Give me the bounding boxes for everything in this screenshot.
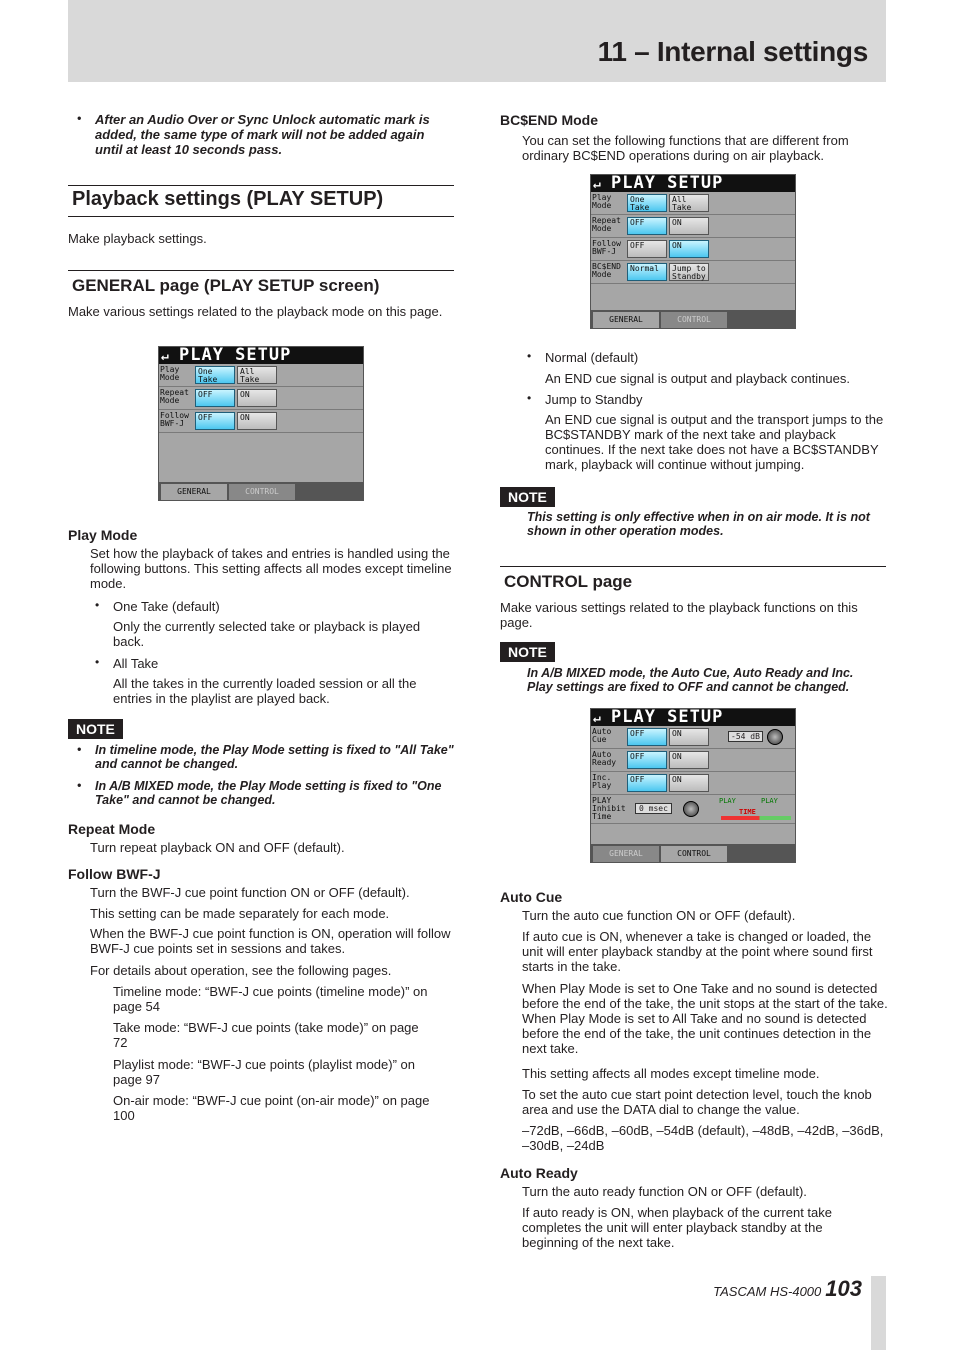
bcend-note: This setting is only effective when in on air mode. It is not shown in other operation modes. bbox=[527, 510, 870, 538]
page-footer bbox=[713, 1276, 862, 1302]
follow-p1: Turn the BWF-J cue point function ON or OFF (default). bbox=[90, 885, 410, 900]
bcend-opt1: • Normal (default) bbox=[545, 350, 638, 365]
note-label-1: NOTE bbox=[68, 719, 123, 739]
tab-general[interactable]: GENERAL bbox=[593, 846, 659, 862]
follow-ref-3: Playlist mode: “BWF-J cue points (playlist mode)” on page 97 bbox=[113, 1057, 415, 1087]
btn-all-take[interactable]: All Take bbox=[237, 366, 277, 384]
screen-title-bar bbox=[159, 347, 363, 364]
general-screen bbox=[158, 346, 364, 501]
screen-tabs bbox=[591, 844, 795, 862]
chapter-title: 11 – Internal settings bbox=[597, 36, 868, 67]
screen-row-follow bbox=[591, 238, 795, 261]
tab-control[interactable]: CONTROL bbox=[229, 484, 295, 500]
inhibit-knob-icon[interactable] bbox=[683, 801, 699, 817]
screen-title-bar bbox=[591, 175, 795, 192]
inhibit-value-display: 0 msec bbox=[635, 803, 672, 814]
label-follow: Follow BWF-J bbox=[592, 239, 621, 256]
btn-repeat-off[interactable]: OFF bbox=[627, 217, 667, 235]
screen-title: PLAY SETUP bbox=[179, 345, 292, 365]
screen-title: PLAY SETUP bbox=[611, 707, 724, 727]
btn-follow-on[interactable]: ON bbox=[669, 240, 709, 258]
btn-one-take[interactable]: One Take bbox=[627, 194, 667, 212]
play-mode-opt2: • All Take bbox=[113, 656, 158, 671]
label-bcend: BC$END Mode bbox=[592, 262, 621, 279]
note-label-2: NOTE bbox=[500, 487, 555, 507]
bcend-desc: You can set the following functions that are different from ordinary BC$END operations during on air playback. bbox=[522, 133, 849, 163]
note-2: • In A/B MIXED mode, the Play Mode setting is fixed to "One Take" and cannot be changed. bbox=[95, 779, 455, 807]
label-follow: Follow BWF-J bbox=[160, 411, 189, 428]
bcend-opt2-desc: An END cue signal is output and the transport jumps to the BC$STANDBY mark of the next take and playback continues. If the next take does not have a BC$STANDBY mark, playback will continue without jumping. bbox=[545, 412, 884, 472]
control-intro: Make various settings related to the playback functions on this page. bbox=[500, 600, 858, 630]
auto-ready-p1: Turn the auto ready function ON or OFF (default). bbox=[522, 1184, 807, 1199]
repeat-title: Repeat Mode bbox=[68, 821, 156, 837]
screen-row-bcend bbox=[591, 261, 795, 284]
repeat-desc: Turn repeat playback ON and OFF (default). bbox=[90, 840, 345, 855]
btn-auto-ready-on[interactable]: ON bbox=[669, 751, 709, 769]
tab-general[interactable]: GENERAL bbox=[593, 312, 659, 328]
note-label-3: NOTE bbox=[500, 642, 555, 662]
screen-row-inc-play bbox=[591, 772, 795, 795]
footer-tab bbox=[871, 1276, 886, 1350]
bcend-screen bbox=[590, 174, 796, 329]
screen-row-inhibit bbox=[591, 795, 795, 824]
btn-auto-ready-off[interactable]: OFF bbox=[627, 751, 667, 769]
btn-repeat-on[interactable]: ON bbox=[669, 217, 709, 235]
control-screen bbox=[590, 708, 796, 863]
screen-row-auto-ready bbox=[591, 749, 795, 772]
screen-title-bar bbox=[591, 709, 795, 726]
screen-title: PLAY SETUP bbox=[611, 173, 724, 193]
btn-auto-cue-off[interactable]: OFF bbox=[627, 728, 667, 746]
auto-cue-p3: When Play Mode is set to One Take and no sound is detected before the end of the take, the unit stops at the start of the take. When Play Mode is set to All Take and no sound is detected before the end of the take, the unit continues detection in the next take. bbox=[522, 981, 888, 1056]
btn-jump-standby[interactable]: Jump to Standby bbox=[669, 263, 709, 281]
btn-repeat-on[interactable]: ON bbox=[237, 389, 277, 407]
btn-all-take[interactable]: All Take bbox=[669, 194, 709, 212]
tab-control[interactable]: CONTROL bbox=[661, 846, 727, 862]
follow-ref-1: Timeline mode: “BWF-J cue points (timeline mode)” on page 54 bbox=[113, 984, 428, 1014]
screen-row-repeat bbox=[159, 387, 363, 410]
play-mode-opt2-desc: All the takes in the currently loaded session or all the entries in the playlist are played back. bbox=[113, 676, 417, 706]
auto-cue-p4: This setting affects all modes except timeline mode. bbox=[522, 1066, 820, 1081]
btn-one-take[interactable]: One Take bbox=[195, 366, 235, 384]
auto-cue-title: Auto Cue bbox=[500, 889, 563, 905]
footer-product: TASCAM HS-4000 bbox=[713, 1284, 822, 1299]
label-play-mode: Play Mode bbox=[160, 365, 180, 382]
auto-ready-title: Auto Ready bbox=[500, 1165, 578, 1181]
general-intro: Make various settings related to the playback mode on this page. bbox=[68, 304, 443, 319]
time-label: TIME bbox=[739, 808, 756, 816]
tab-general[interactable]: GENERAL bbox=[161, 484, 227, 500]
auto-ready-p2: If auto ready is ON, when playback of the current take completes the unit will enter playback standby at the beginning of the next take. bbox=[522, 1205, 832, 1250]
btn-repeat-off[interactable]: OFF bbox=[195, 389, 235, 407]
auto-cue-p5: To set the auto cue start point detection level, touch the knob area and use the DATA dial to change the value. bbox=[522, 1087, 872, 1117]
note-1: • In timeline mode, the Play Mode setting is fixed to "All Take" and cannot be changed. bbox=[95, 743, 455, 771]
control-note: In A/B MIXED mode, the Auto Cue, Auto Ready and Inc. Play settings are fixed to OFF and cannot be changed. bbox=[527, 666, 854, 694]
btn-follow-off[interactable]: OFF bbox=[627, 240, 667, 258]
btn-inc-play-on[interactable]: ON bbox=[669, 774, 709, 792]
play-marker-1: PLAY bbox=[719, 797, 736, 805]
section-title: Playback settings (PLAY SETUP) bbox=[68, 185, 454, 217]
timeline-bar bbox=[721, 816, 791, 820]
btn-auto-cue-on[interactable]: ON bbox=[669, 728, 709, 746]
screen-tabs bbox=[159, 482, 363, 500]
control-page-title: CONTROL page bbox=[500, 566, 886, 592]
label-auto-ready: Auto Ready bbox=[592, 750, 617, 767]
general-page-title: GENERAL page (PLAY SETUP screen) bbox=[68, 270, 454, 296]
screen-row-follow bbox=[159, 410, 363, 433]
section-intro: Make playback settings. bbox=[68, 231, 207, 246]
play-mode-opt1: • One Take (default) bbox=[113, 599, 220, 614]
label-inc-play: Inc. Play bbox=[592, 773, 612, 790]
screen-row-play-mode bbox=[591, 192, 795, 215]
bcend-opt1-desc: An END cue signal is output and playback continues. bbox=[545, 371, 850, 386]
play-mode-desc: Set how the playback of takes and entries is handled using the following buttons. This setting affects all modes except timeline mode. bbox=[90, 546, 452, 591]
follow-p3: When the BWF-J cue point function is ON, operation will follow BWF-J cue points set in sessions and takes. bbox=[90, 926, 451, 956]
btn-normal[interactable]: Normal bbox=[627, 263, 667, 281]
screen-tabs bbox=[591, 310, 795, 328]
return-arrow-icon[interactable]: ↵ bbox=[161, 349, 170, 364]
play-mode-opt1-desc: Only the currently selected take or playback is played back. bbox=[113, 619, 421, 649]
bcend-title: BC$END Mode bbox=[500, 112, 599, 128]
screen-row-repeat bbox=[591, 215, 795, 238]
play-marker-2: PLAY bbox=[761, 797, 778, 805]
return-arrow-icon[interactable]: ↵ bbox=[593, 177, 602, 192]
cue-level-display: -54 dB bbox=[728, 731, 763, 742]
screen-row-play-mode bbox=[159, 364, 363, 387]
return-arrow-icon[interactable]: ↵ bbox=[593, 711, 602, 726]
page-number: 103 bbox=[825, 1276, 862, 1301]
label-inhibit: PLAY Inhibit Time bbox=[592, 796, 626, 821]
intro-bullet: • After an Audio Over or Sync Unlock automatic mark is added, the same type of mark will not be added again until at least 10 seconds pass. bbox=[95, 112, 455, 157]
follow-p4: For details about operation, see the following pages. bbox=[90, 963, 392, 978]
follow-title: Follow BWF-J bbox=[68, 866, 161, 882]
label-repeat-mode: Repeat Mode bbox=[160, 388, 189, 405]
auto-cue-p2: If auto cue is ON, whenever a take is changed or loaded, the unit will enter playback standby at the point where sound first starts in the take. bbox=[522, 929, 873, 974]
btn-follow-on[interactable]: ON bbox=[237, 412, 277, 430]
follow-p2: This setting can be made separately for each mode. bbox=[90, 906, 390, 921]
cue-level-knob-icon[interactable] bbox=[767, 729, 783, 745]
follow-ref-4: On-air mode: “BWF-J cue point (on-air mode)” on page 100 bbox=[113, 1093, 430, 1123]
tab-control[interactable]: CONTROL bbox=[661, 312, 727, 328]
play-mode-title: Play Mode bbox=[68, 527, 138, 543]
label-repeat-mode: Repeat Mode bbox=[592, 216, 621, 233]
auto-cue-p6: –72dB, –66dB, –60dB, –54dB (default), –48dB, –42dB, –36dB, –30dB, –24dB bbox=[522, 1123, 884, 1153]
btn-follow-off[interactable]: OFF bbox=[195, 412, 235, 430]
label-auto-cue: Auto Cue bbox=[592, 727, 612, 744]
page-header bbox=[68, 0, 886, 82]
auto-cue-p1: Turn the auto cue function ON or OFF (default). bbox=[522, 908, 796, 923]
label-play-mode: Play Mode bbox=[592, 193, 612, 210]
screen-row-auto-cue bbox=[591, 726, 795, 749]
follow-ref-2: Take mode: “BWF-J cue points (take mode)” on page 72 bbox=[113, 1020, 419, 1050]
btn-inc-play-off[interactable]: OFF bbox=[627, 774, 667, 792]
bcend-opt2: • Jump to Standby bbox=[545, 392, 643, 407]
